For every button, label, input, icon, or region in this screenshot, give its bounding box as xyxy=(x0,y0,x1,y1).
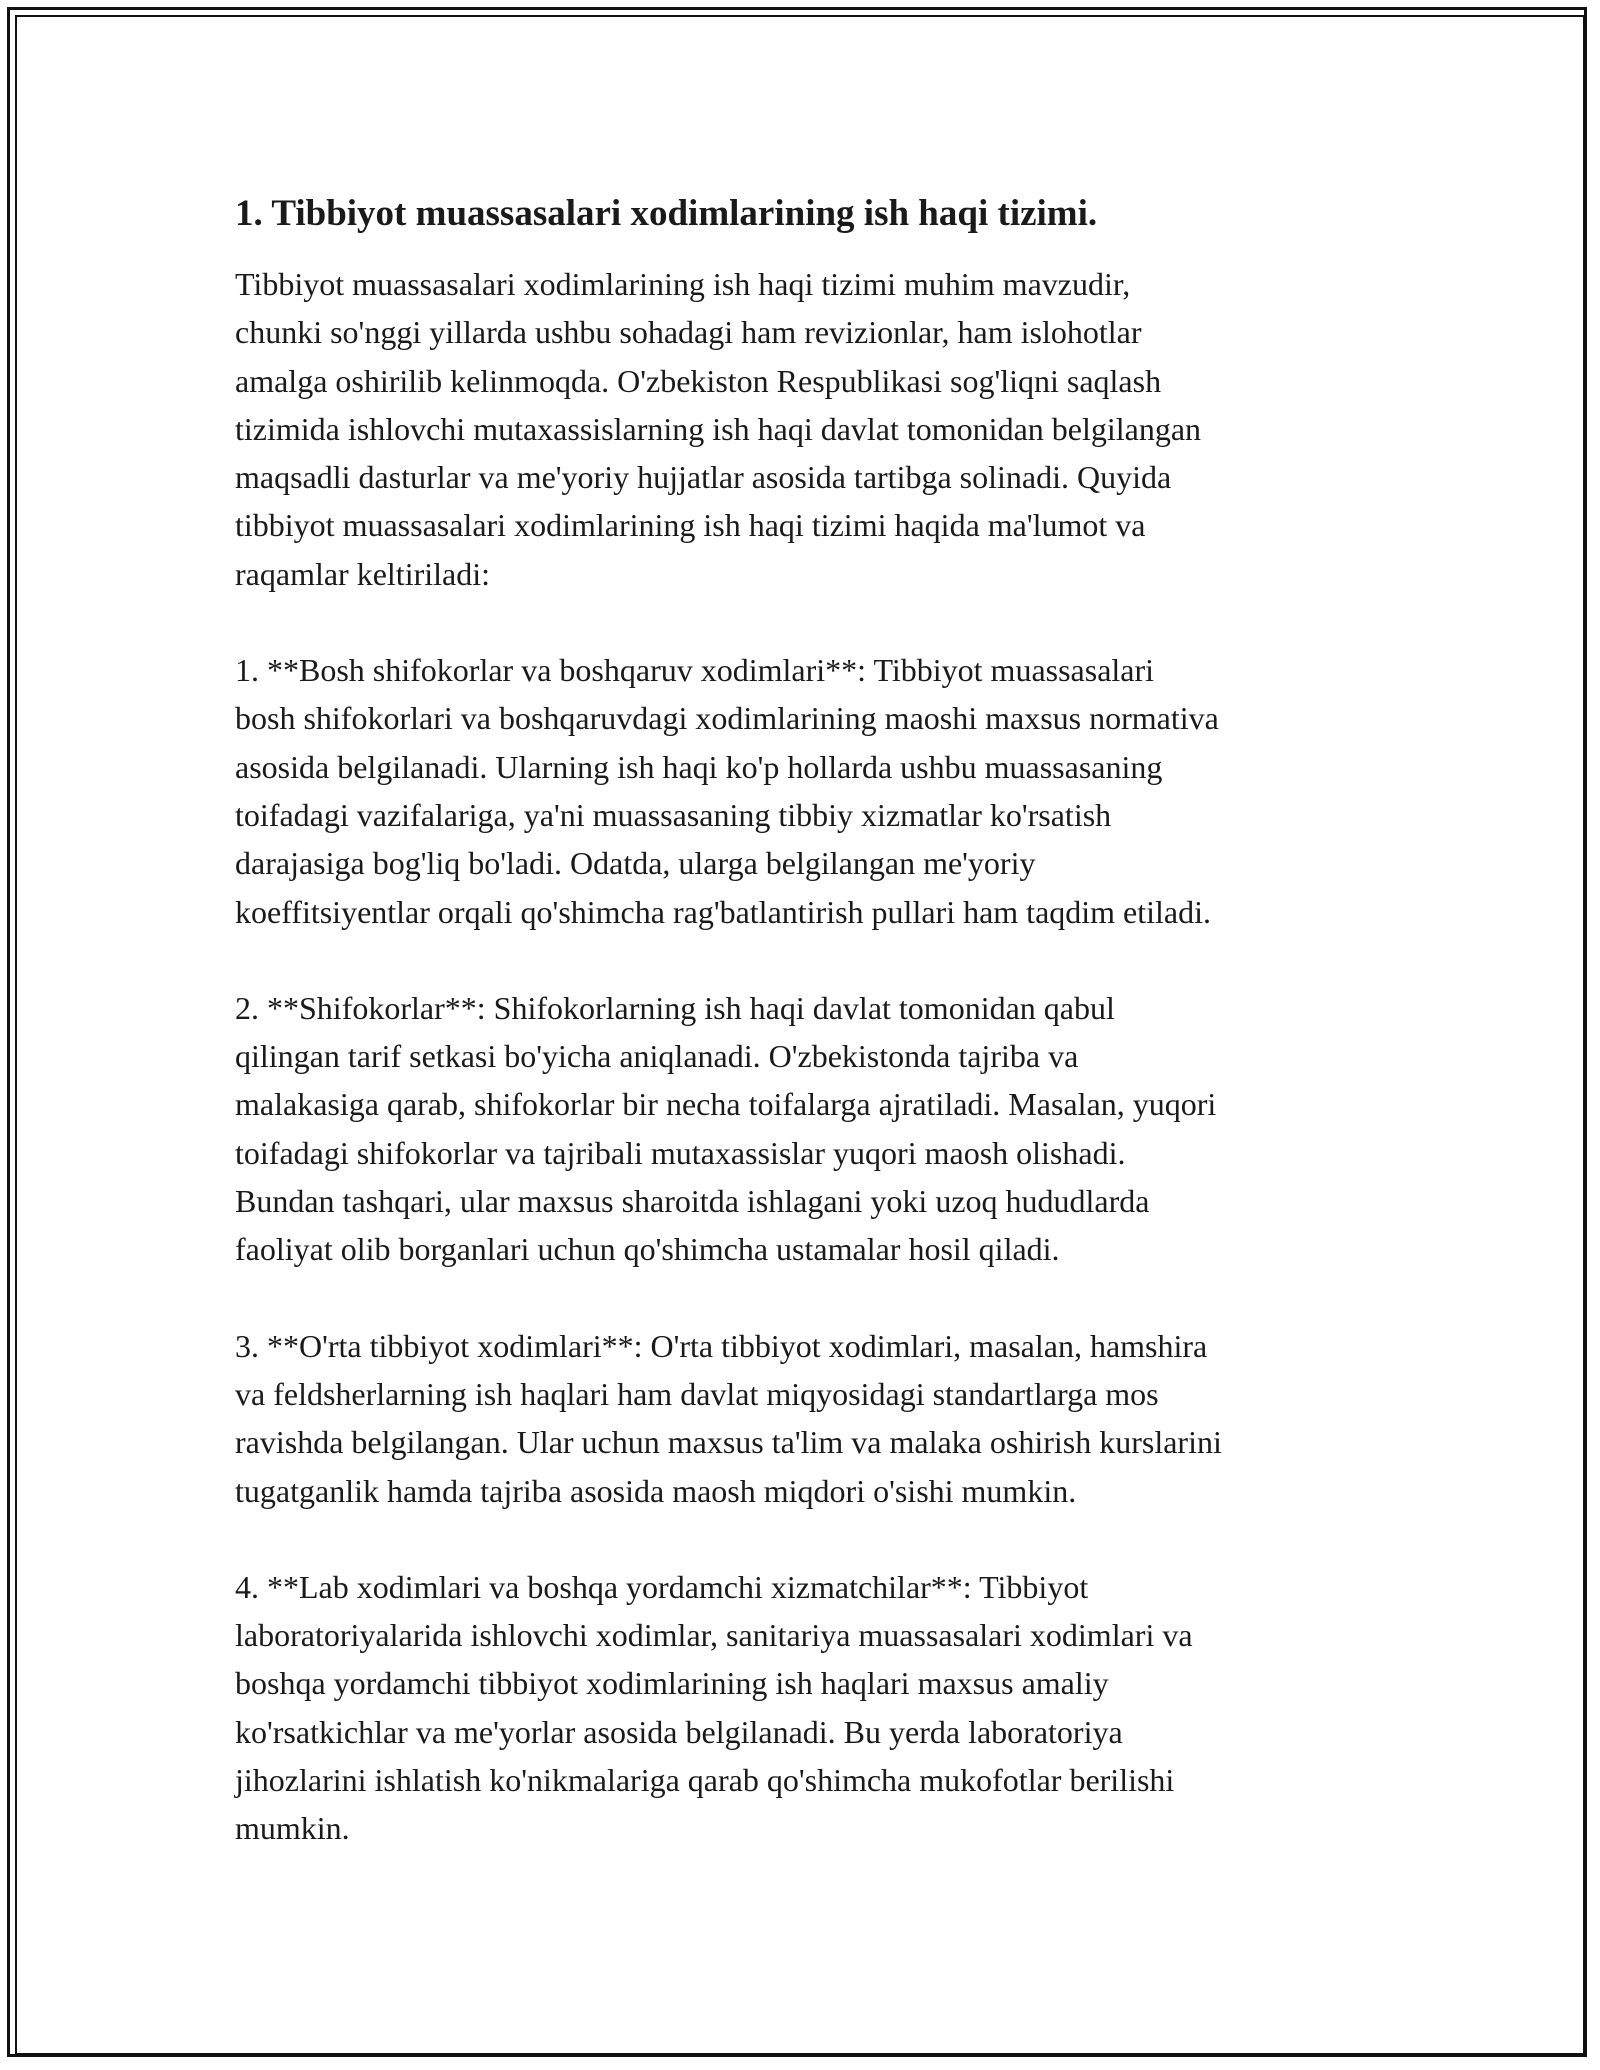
paragraph-line: ravishda belgilangan. Ular uchun maxsus ta'lim va malaka oshirish kurslarini xyxy=(235,1424,1222,1461)
paragraph-line: maqsadli dasturlar va me'yoriy hujjatlar asosida tartibga solinadi. Quyida xyxy=(235,459,1172,496)
document-body xyxy=(235,190,1390,1901)
paragraph-line: koeffitsiyentlar orqali qo'shimcha rag'batlantirish pullari ham taqdim etiladi. xyxy=(235,893,1212,930)
paragraph-line: tibbiyot muassasalari xodimlarining ish haqi tizimi haqida ma'lumot va xyxy=(235,507,1146,544)
paragraph-line: tizimida ishlovchi mutaxassislarning ish haqi davlat tomonidan belgilangan xyxy=(235,410,1202,447)
paragraph-line: Bundan tashqari, ular maxsus sharoitda ishlagani yoki uzoq hududlarda xyxy=(235,1183,1150,1220)
paragraph-line: tugatganlik hamda tajriba asosida maosh miqdori o'sishi mumkin. xyxy=(235,1472,1077,1509)
paragraph-4 xyxy=(235,1322,1390,1515)
paragraph-line: toifadagi shifokorlar va tajribali mutaxassislar yuqori maosh olishadi. xyxy=(235,1134,1126,1171)
paragraph-line: 4. **Lab xodimlari va boshqa yordamchi xizmatchilar**: Tibbiyot xyxy=(235,1568,1089,1605)
paragraph-line: faoliyat olib borganlari uchun qo'shimcha ustamalar hosil qiladi. xyxy=(235,1231,1060,1268)
paragraph-line: ko'rsatkichlar va me'yorlar asosida belgilanadi. Bu yerda laboratoriya xyxy=(235,1713,1123,1750)
paragraph-line: va feldsherlarning ish haqlari ham davlat miqyosidagi standartlarga mos xyxy=(235,1375,1159,1412)
paragraph-2 xyxy=(235,646,1390,936)
paragraph-line: darajasiga bog'liq bo'ladi. Odatda, ularga belgilangan me'yoriy xyxy=(235,845,1036,882)
paragraph-line: 2. **Shifokorlar**: Shifokorlarning ish haqi davlat tomonidan qabul xyxy=(235,989,1115,1026)
paragraph-3 xyxy=(235,984,1390,1274)
paragraph-line: chunki so'nggi yillarda ushbu sohadagi ham revizionlar, ham islohotlar xyxy=(235,314,1142,351)
paragraph-5 xyxy=(235,1563,1390,1853)
paragraph-line: bosh shifokorlari va boshqaruvdagi xodimlarining maoshi maxsus normativa xyxy=(235,700,1219,737)
paragraph-list xyxy=(235,260,1390,1853)
paragraph-line: Tibbiyot muassasalari xodimlarining ish haqi tizimi muhim mavzudir, xyxy=(235,266,1131,302)
paragraph-line: raqamlar keltiriladi: xyxy=(235,555,490,592)
paragraph-line: asosida belgilanadi. Ularning ish haqi ko'p hollarda ushbu muassasaning xyxy=(235,748,1163,785)
paragraph-1 xyxy=(235,260,1390,598)
paragraph-line: 3. **O'rta tibbiyot xodimlari**: O'rta tibbiyot xodimlari, masalan, hamshira xyxy=(235,1327,1208,1364)
paragraph-line: qilingan tarif setkasi bo'yicha aniqlanadi. O'zbekistonda tajriba va xyxy=(235,1038,1079,1075)
document-title: 1. Tibbiyot muassasalari xodimlarining ish haqi tizimi. xyxy=(235,193,1098,234)
paragraph-line: boshqa yordamchi tibbiyot xodimlarining ish haqlari maxsus amaliy xyxy=(235,1665,1109,1702)
paragraph-line: amalga oshirilib kelinmoqda. O'zbekiston Respublikasi sog'liqni saqlash xyxy=(235,362,1162,399)
paragraph-line: toifadagi vazifalariga, ya'ni muassasaning tibbiy xizmatlar ko'rsatish xyxy=(235,796,1112,833)
paragraph-line: malakasiga qarab, shifokorlar bir necha toifalarga ajratiladi. Masalan, yuqori xyxy=(235,1086,1217,1123)
paragraph-line: jihozlarini ishlatish ko'nikmalariga qarab qo'shimcha mukofotlar berilishi xyxy=(235,1762,1175,1799)
paragraph-line: laboratoriyalarida ishlovchi xodimlar, sanitariya muassasalari xodimlari va xyxy=(235,1617,1193,1654)
paragraph-line: 1. **Bosh shifokorlar va boshqaruv xodimlari**: Tibbiyot muassasalari xyxy=(235,652,1155,689)
paragraph-line: mumkin. xyxy=(235,1810,350,1847)
